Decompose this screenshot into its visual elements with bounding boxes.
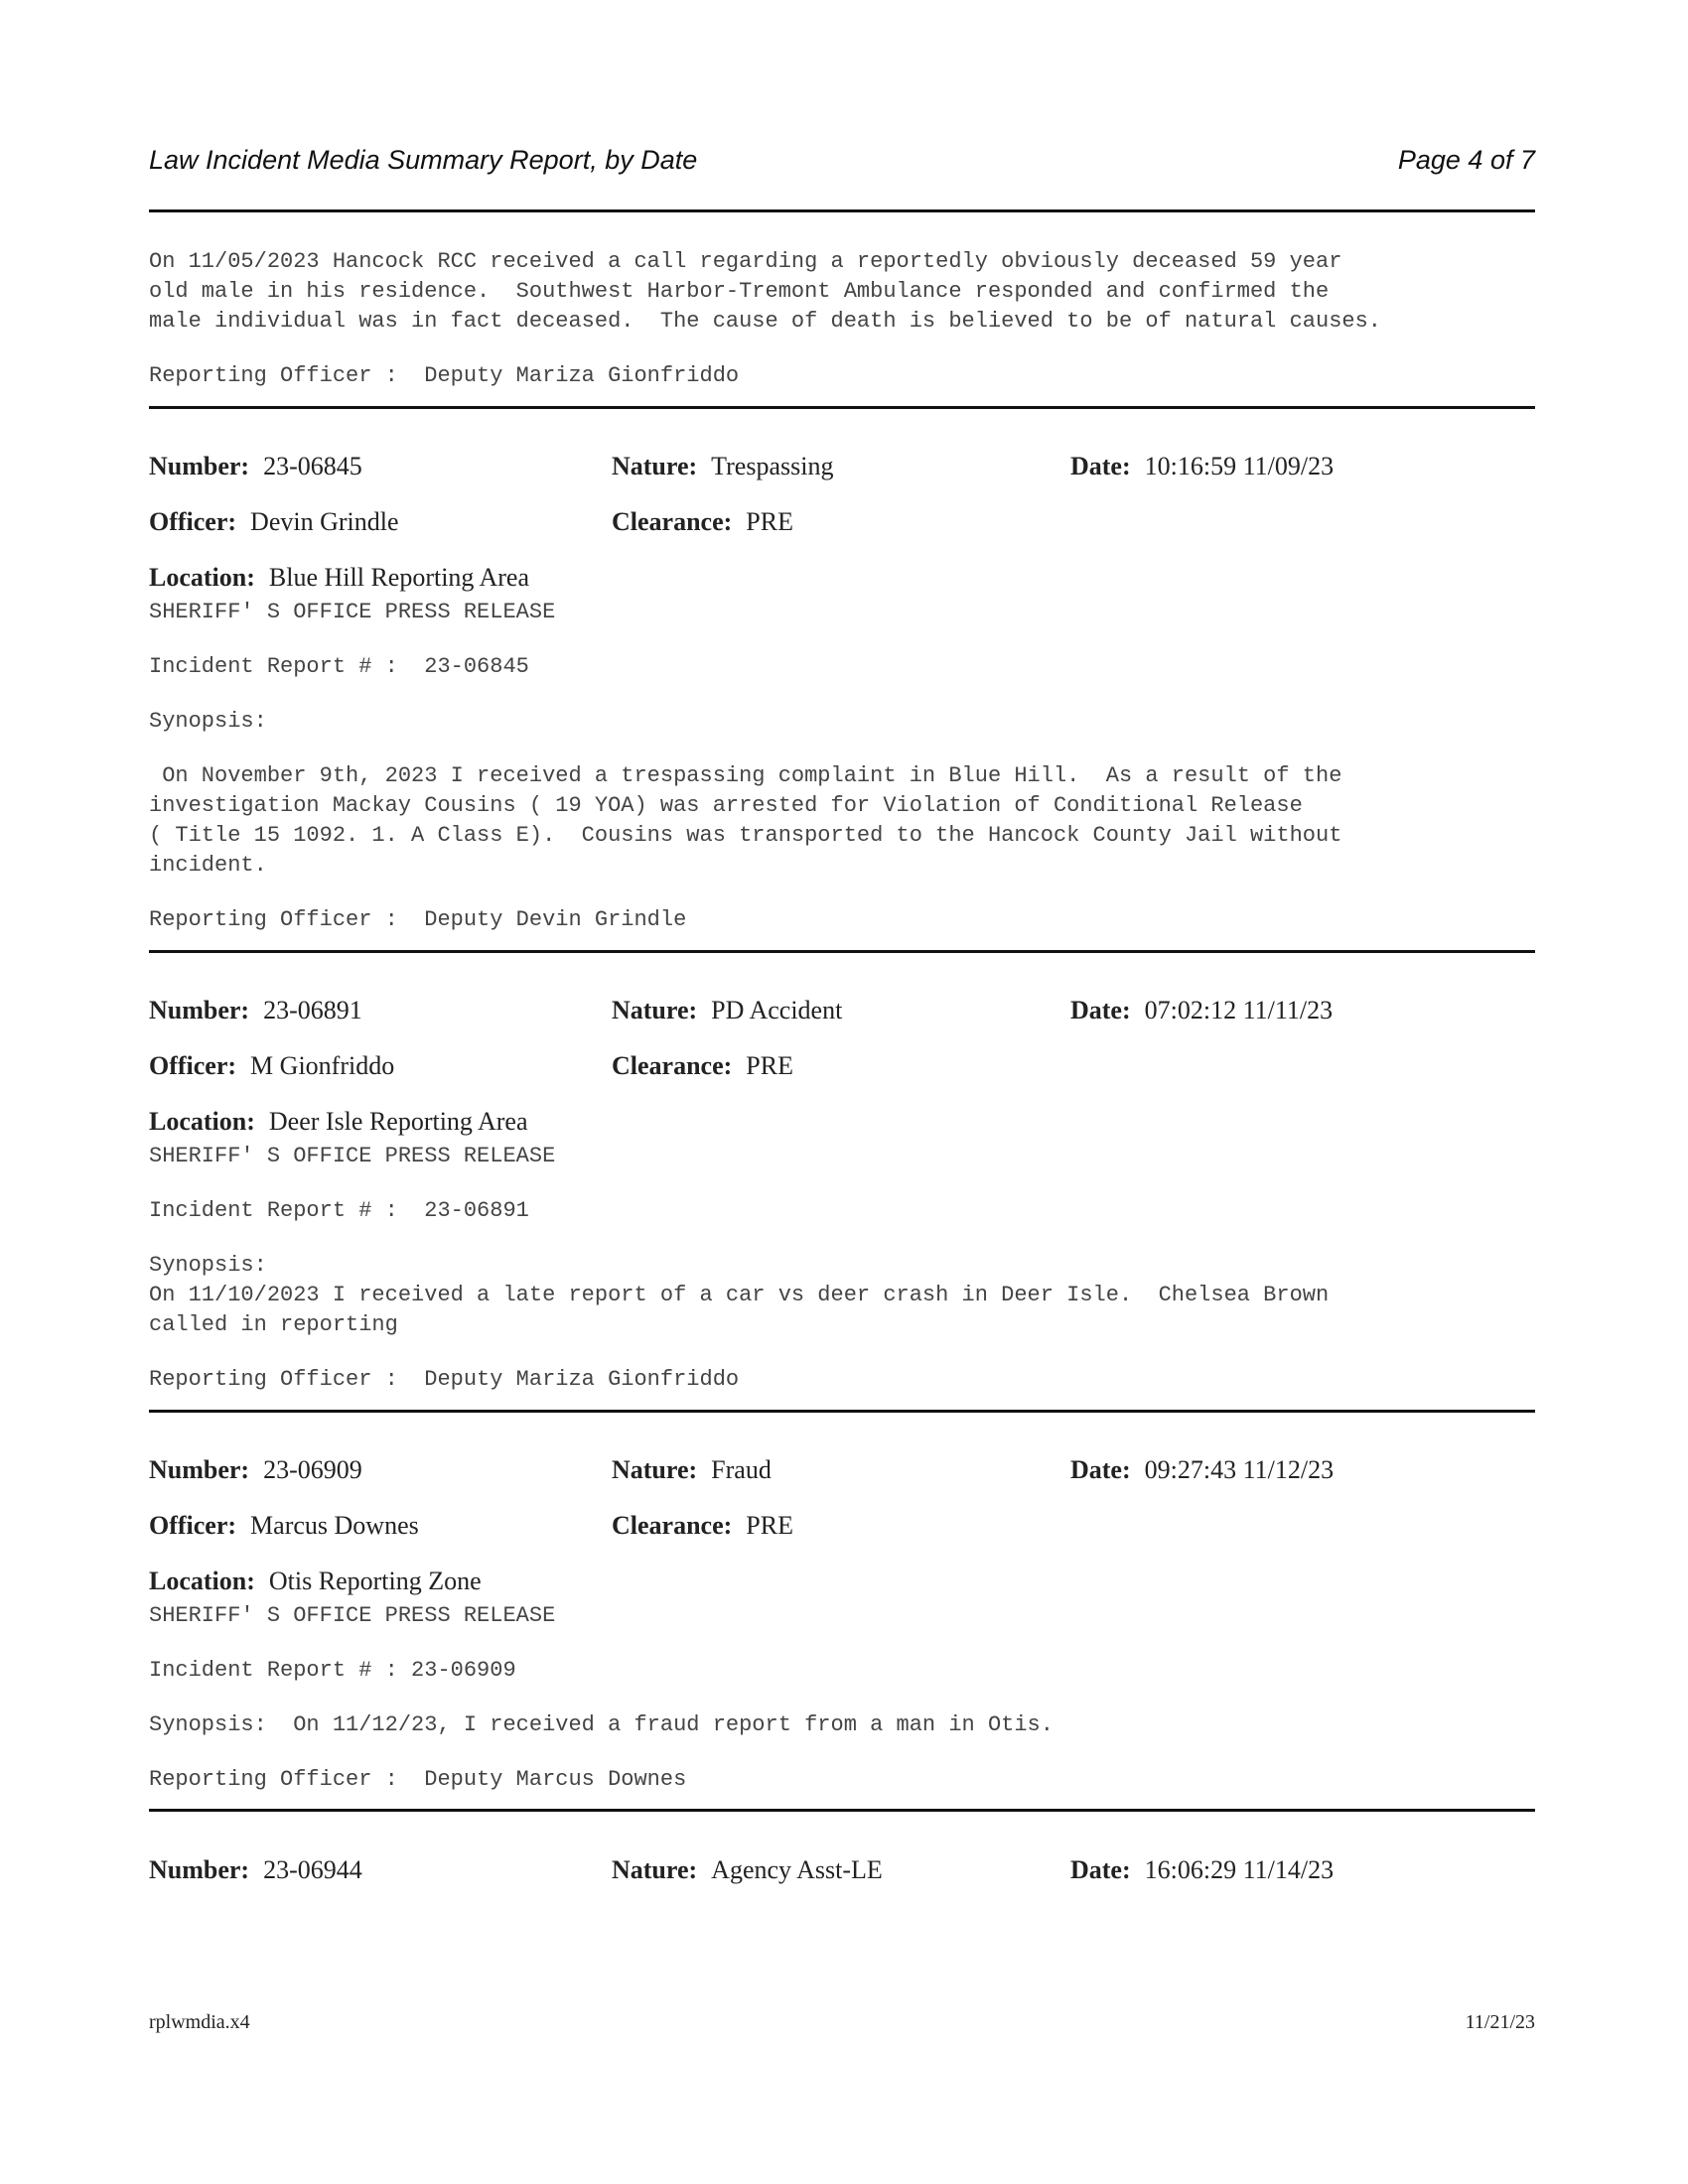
intro-line: male individual was in fact deceased. The cause of death is believed to be of natural causes. xyxy=(149,309,1382,334)
section-rule xyxy=(149,1809,1535,1812)
header-rule xyxy=(149,209,1535,212)
incident-number: Number: 23-06891 xyxy=(149,996,362,1024)
incident-location: Location: Blue Hill Reporting Area xyxy=(149,563,530,592)
incident-date: Date: 10:16:59 11/09/23 xyxy=(1070,452,1335,480)
incident-officer: Officer: Devin Grindle xyxy=(149,507,399,536)
incident-nature: Nature: Agency Asst-LE xyxy=(612,1855,883,1884)
incident-date: Date: 09:27:43 11/12/23 xyxy=(1070,1455,1335,1484)
incident-nature: Nature: Trespassing xyxy=(612,452,834,480)
synopsis-line: incident. xyxy=(149,853,267,878)
press-release: SHERIFF' S OFFICE PRESS RELEASE xyxy=(149,600,556,624)
incident-date: Date: 16:06:29 11/14/23 xyxy=(1070,1855,1335,1884)
incident-date: Date: 07:02:12 11/11/23 xyxy=(1070,996,1334,1024)
page-number: Page 4 of 7 xyxy=(1397,145,1535,175)
intro-line: On 11/05/2023 Hancock RCC received a call regarding a reportedly obviously deceased 59 year xyxy=(149,249,1342,274)
press-release: SHERIFF' S OFFICE PRESS RELEASE xyxy=(149,1603,556,1628)
intro-line: old male in his residence. Southwest Harbor-Tremont Ambulance responded and confirmed the xyxy=(149,279,1330,304)
incident-officer: Officer: M Gionfriddo xyxy=(149,1051,395,1080)
press-release: SHERIFF' S OFFICE PRESS RELEASE xyxy=(149,1144,556,1168)
reporting-officer: Reporting Officer : Deputy Marcus Downes xyxy=(149,1767,687,1792)
reporting-officer: Reporting Officer : Deputy Mariza Gionfriddo xyxy=(149,1367,740,1392)
incident-nature: Nature: PD Accident xyxy=(612,996,843,1024)
incident-report-number: Incident Report # : 23-06845 xyxy=(149,654,529,679)
synopsis-line: On 11/10/2023 I received a late report of a car vs deer crash in Deer Isle. Chelsea Brown xyxy=(149,1283,1330,1307)
section-rule xyxy=(149,406,1535,409)
synopsis-label: Synopsis: xyxy=(149,1253,267,1278)
incident-officer: Officer: Marcus Downes xyxy=(149,1511,419,1540)
section-rule xyxy=(149,1410,1535,1413)
report-page xyxy=(149,0,1535,2184)
incident-clearance: Clearance: PRE xyxy=(612,507,793,536)
report-header xyxy=(149,145,1535,185)
incident-location: Location: Otis Reporting Zone xyxy=(149,1567,482,1595)
incident-nature: Nature: Fraud xyxy=(612,1455,772,1484)
footer-report-code: rplwmdia.x4 xyxy=(149,2011,250,2033)
reporting-officer: Reporting Officer : Deputy Devin Grindle xyxy=(149,907,687,932)
section-rule xyxy=(149,950,1535,953)
synopsis-label: Synopsis: xyxy=(149,709,267,734)
synopsis-line: ( Title 15 1092. 1. A Class E). Cousins was transported to the Hancock County Jail without xyxy=(149,823,1342,848)
reporting-officer: Reporting Officer : Deputy Mariza Gionfriddo xyxy=(149,363,740,388)
synopsis-line: Synopsis: On 11/12/23, I received a fraud report from a man in Otis. xyxy=(149,1712,1054,1737)
incident-clearance: Clearance: PRE xyxy=(612,1511,793,1540)
incident-location: Location: Deer Isle Reporting Area xyxy=(149,1107,528,1136)
incident-clearance: Clearance: PRE xyxy=(612,1051,793,1080)
synopsis-line: called in reporting xyxy=(149,1312,398,1337)
incident-number: Number: 23-06944 xyxy=(149,1855,362,1884)
incident-report-number: Incident Report # : 23-06891 xyxy=(149,1198,529,1223)
synopsis-line: On November 9th, 2023 I received a trespassing complaint in Blue Hill. As a result of the xyxy=(149,763,1342,788)
incident-number: Number: 23-06909 xyxy=(149,1455,362,1484)
incident-report-number: Incident Report # : 23-06909 xyxy=(149,1658,516,1683)
synopsis-line: investigation Mackay Cousins ( 19 YOA) was arrested for Violation of Conditional Release xyxy=(149,793,1303,818)
report-title: Law Incident Media Summary Report, by Date xyxy=(149,145,698,175)
incident-number: Number: 23-06845 xyxy=(149,452,362,480)
footer-print-date: 11/21/23 xyxy=(1465,2011,1535,2033)
